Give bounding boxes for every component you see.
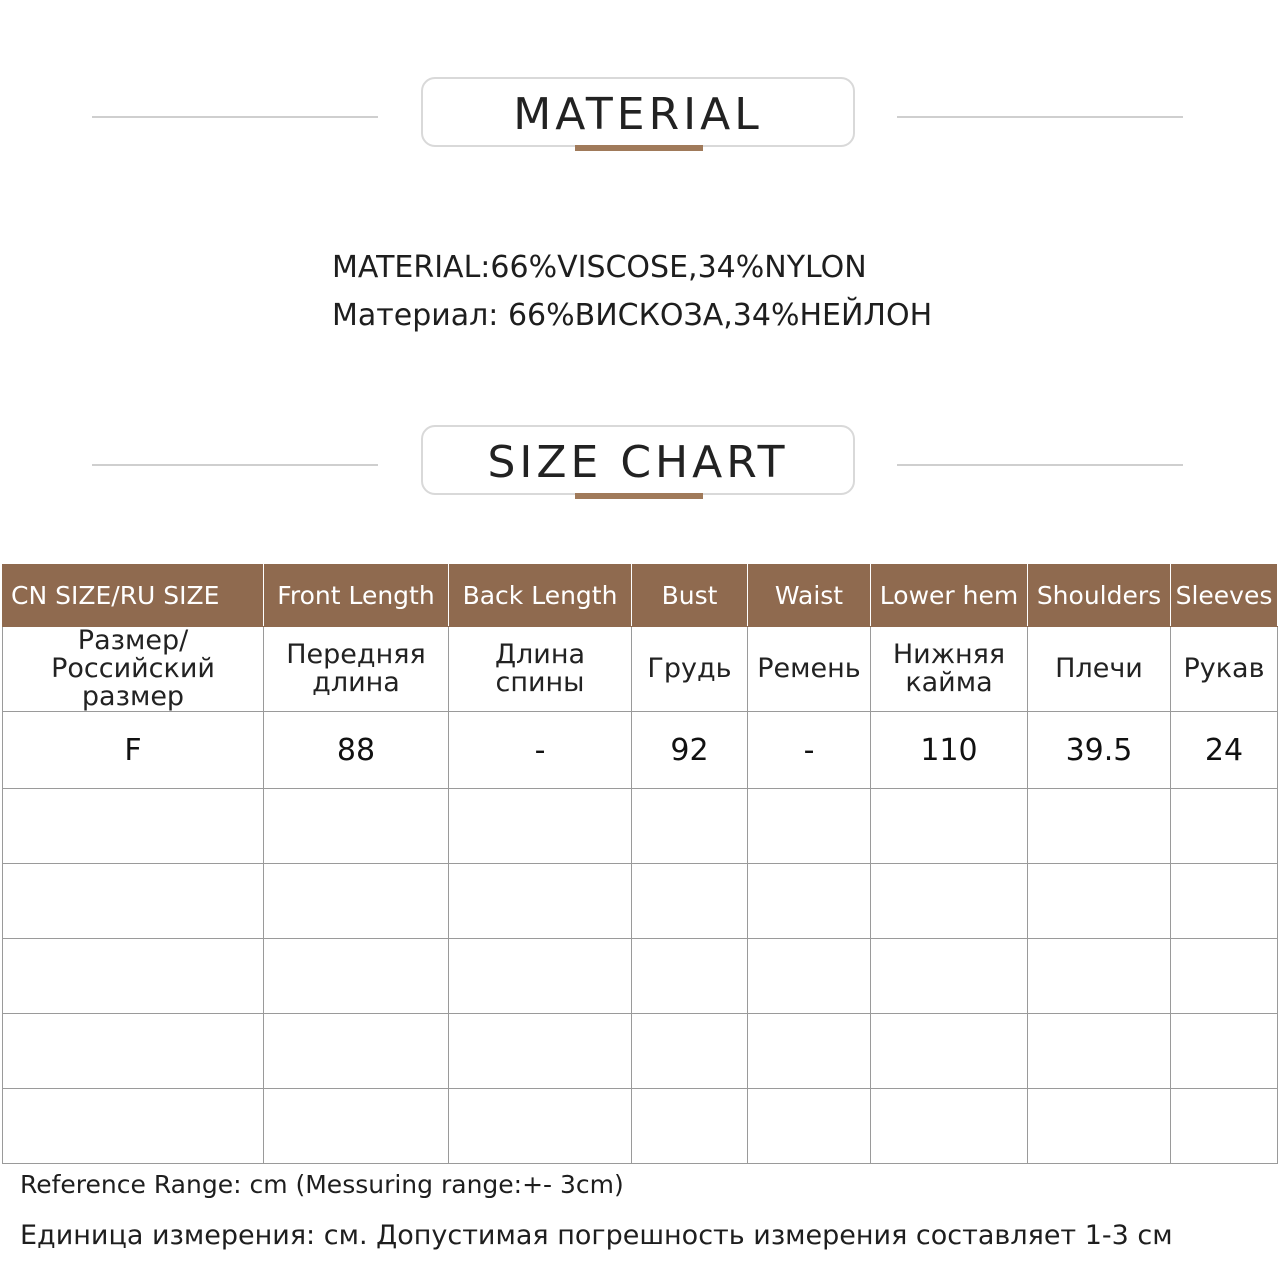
table-cell	[264, 939, 449, 1014]
table-cell	[871, 864, 1028, 939]
material-section-header	[0, 77, 1280, 157]
table-cell: 92	[632, 712, 748, 789]
table-cell	[748, 864, 871, 939]
table-cell	[264, 1014, 449, 1089]
table-cell	[632, 1089, 748, 1164]
empty-table-row	[3, 939, 1278, 1014]
table-header-cell: Shoulders	[1028, 565, 1171, 627]
table-cell	[871, 1089, 1028, 1164]
table-cell	[748, 939, 871, 1014]
table-header-cell: Грудь	[632, 627, 748, 712]
table-row	[3, 712, 1278, 789]
table-header-cell: Sleeves	[1171, 565, 1278, 627]
section-title-box	[421, 425, 855, 495]
title-accent-bar	[575, 493, 703, 499]
table-header-cell: Нижняя кайма	[871, 627, 1028, 712]
table-cell	[632, 864, 748, 939]
table-cell	[748, 789, 871, 864]
size-chart-section-header	[0, 425, 1280, 505]
divider-line-right	[897, 116, 1183, 118]
divider-line-left	[92, 464, 378, 466]
table-cell	[1171, 789, 1278, 864]
table-cell	[3, 789, 264, 864]
table-cell	[449, 939, 632, 1014]
table-cell	[3, 1014, 264, 1089]
material-composition-ru: Материал: 66%ВИСКОЗА,34%НЕЙЛОН	[332, 298, 933, 333]
section-title-box	[421, 77, 855, 147]
table-cell	[748, 1014, 871, 1089]
table-cell	[264, 1089, 449, 1164]
table-cell	[264, 864, 449, 939]
table-cell	[1028, 939, 1171, 1014]
table-cell	[871, 939, 1028, 1014]
size-chart-section-title: SIZE CHART	[487, 437, 789, 488]
table-cell: 88	[264, 712, 449, 789]
table-cell	[3, 939, 264, 1014]
table-cell	[632, 939, 748, 1014]
table-cell	[1028, 1089, 1171, 1164]
empty-table-row	[3, 1014, 1278, 1089]
table-header-cell: Front Length	[264, 565, 449, 627]
table-cell	[3, 1089, 264, 1164]
reference-range-note: Reference Range: cm (Messuring range:+- 3cm)	[20, 1170, 624, 1199]
empty-table-row	[3, 864, 1278, 939]
size-chart-table	[2, 564, 1278, 1164]
table-header-cell: Ремень	[748, 627, 871, 712]
measurement-unit-note-ru: Единица измерения: см. Допустимая погрешность измерения составляет 1-3 см	[20, 1220, 1173, 1251]
table-cell	[1028, 789, 1171, 864]
table-cell	[632, 789, 748, 864]
table-header-cell: CN SIZE/RU SIZE	[3, 565, 264, 627]
table-header-row-en	[3, 565, 1278, 627]
table-header-cell: Lower hem	[871, 565, 1028, 627]
table-header-cell: Плечи	[1028, 627, 1171, 712]
table-cell	[449, 789, 632, 864]
divider-line-left	[92, 116, 378, 118]
table-cell: F	[3, 712, 264, 789]
table-header-cell: Waist	[748, 565, 871, 627]
table-cell: -	[449, 712, 632, 789]
table-cell	[1171, 1014, 1278, 1089]
table-cell	[871, 1014, 1028, 1089]
table-cell	[449, 1089, 632, 1164]
table-header-cell: Back Length	[449, 565, 632, 627]
material-composition-en: MATERIAL:66%VISCOSE,34%NYLON	[332, 250, 867, 285]
table-cell	[1171, 864, 1278, 939]
table-header-cell: Bust	[632, 565, 748, 627]
table-header-cell: Передняя длина	[264, 627, 449, 712]
table-header-cell: Рукав	[1171, 627, 1278, 712]
table-header-cell: Размер/Российский размер	[3, 627, 264, 712]
table-header-row-ru	[3, 627, 1278, 712]
table-cell: 24	[1171, 712, 1278, 789]
table-cell	[3, 864, 264, 939]
table-cell	[871, 789, 1028, 864]
table-cell: 39.5	[1028, 712, 1171, 789]
table-header-cell: Длина спины	[449, 627, 632, 712]
material-section-title: MATERIAL	[513, 89, 763, 140]
table-cell	[1028, 864, 1171, 939]
empty-table-row	[3, 1089, 1278, 1164]
table-cell	[449, 864, 632, 939]
table-cell	[1171, 1089, 1278, 1164]
table-cell	[449, 1014, 632, 1089]
table-cell	[632, 1014, 748, 1089]
table-cell	[1171, 939, 1278, 1014]
table-cell	[748, 1089, 871, 1164]
table-cell: -	[748, 712, 871, 789]
table-cell	[264, 789, 449, 864]
divider-line-right	[897, 464, 1183, 466]
title-accent-bar	[575, 145, 703, 151]
empty-table-row	[3, 789, 1278, 864]
table-cell: 110	[871, 712, 1028, 789]
table-cell	[1028, 1014, 1171, 1089]
